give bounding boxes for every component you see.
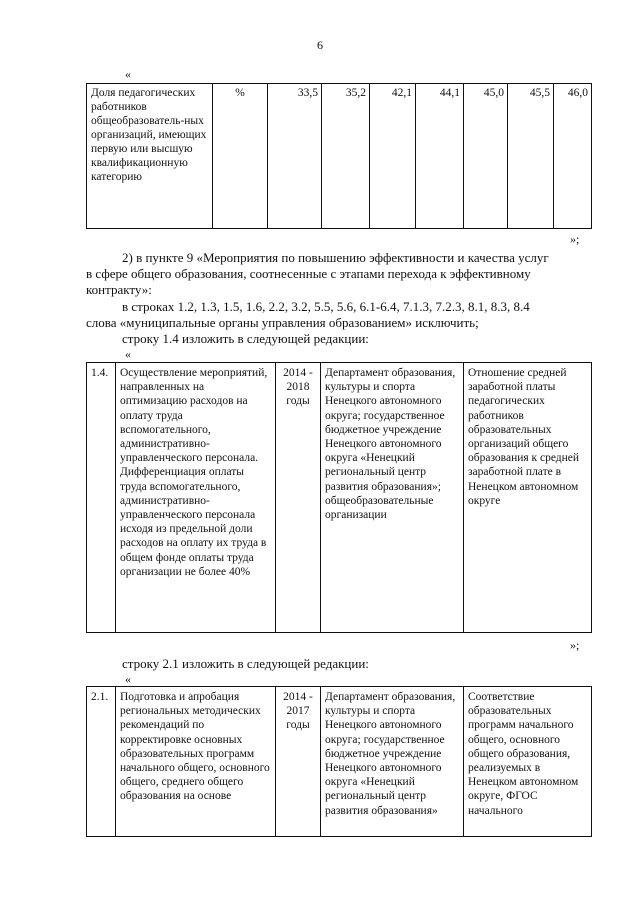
indicator-cell: Соответствие образовательных программ начального общего, основного общего образования, реализуемых в Ненецком автономном округе, ФГОС начального [464,687,592,837]
rows-line2: слова «муниципальные органы управления образованием» исключить; [86,315,479,330]
page-number: 6 [317,38,323,52]
measure-cell: Осуществление мероприятий, направленных на оптимизацию расходов на оплату труда вспомогательного, административно-управленческого персонала. Дифференциация оплаты труда вспомогательного, административно-управленческого персонала исходя из предельной доли расходов на оплату их труда в общем фонде оплаты труда организации не более 40% [116,363,276,633]
value-cell: 46,0 [554,84,592,229]
open-quote-2: « [125,347,131,361]
indicator-name: Доля педагогических работников общеобразователь-ных организаций, имеющих первую или высшую квалификационную категорию [87,84,213,229]
value-cell: 44,1 [416,84,464,229]
table-row [87,363,592,633]
row-2-1-table [86,686,592,837]
value-cell: 45,0 [464,84,508,229]
value-cell: 33,5 [268,84,322,229]
executors-cell: Департамент образования, культуры и спорта Ненецкого автономного округа; государственное бюджетное учреждение Ненецкого автономного округа «Ненецкий региональный центр развития образования»; общеобразовательные организации [321,363,464,633]
indicator-cell: Отношение средней заработной платы педагогических работников образовательных организаций общего образования к средней заработной плате в Ненецком автономном округе [464,363,592,633]
indicator-unit: % [213,84,268,229]
table-row [87,687,592,837]
open-quote-3: « [125,672,131,686]
period-cell: 2014 - 2017 годы [276,687,321,837]
row14-intro: строку 1.4 изложить в следующей редакции: [122,331,369,346]
indicator-table [86,83,592,229]
item2-line2: в сфере общего образования, соотнесенные с этапами перехода к эффективному [86,266,531,281]
item2-line1: 2) в пункте 9 «Мероприятия по повышению эффективности и качества услуг [122,250,549,265]
item2-line3: контракту»: [86,282,152,297]
period-cell: 2014 - 2018 годы [276,363,321,633]
measure-cell: Подготовка и апробация региональных методических рекомендаций по корректировке основных образовательных программ начального общего, основного общего, среднего общего образования на основе [116,687,276,837]
executors-cell: Департамент образования, культуры и спорта Ненецкого автономного округа; государственное бюджетное учреждение Ненецкого автономного округа «Ненецкий региональный центр развития образования» [321,687,464,837]
open-quote-1: « [125,67,131,81]
value-cell: 45,5 [508,84,554,229]
row-1-4-table [86,362,592,633]
value-cell: 42,1 [370,84,416,229]
row-number: 1.4. [87,363,116,633]
table-row [87,84,592,229]
value-cell: 35,2 [322,84,370,229]
rows-line1: в строках 1.2, 1.3, 1.5, 1.6, 2.2, 3.2, 5.5, 5.6, 6.1-6.4, 7.1.3, 7.2.3, 8.1, 8.3, 8.4 [122,299,530,314]
row-number: 2.1. [87,687,116,837]
row21-intro: строку 2.1 изложить в следующей редакции: [122,656,369,671]
close-quote-2: »; [570,638,580,652]
close-quote-1: »; [570,232,580,246]
